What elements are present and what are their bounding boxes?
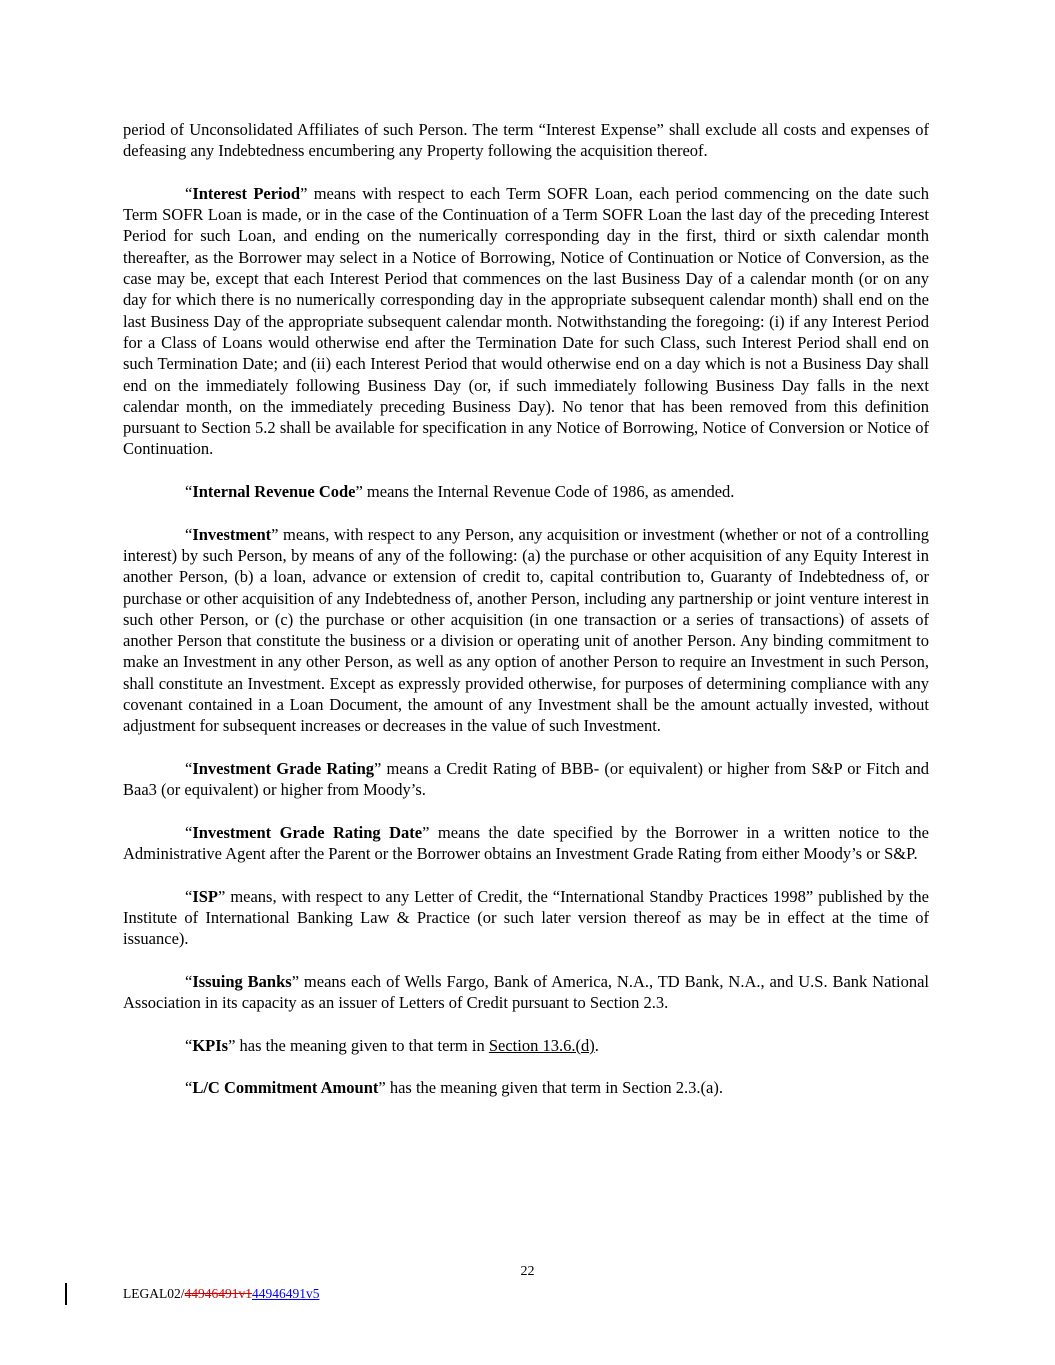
text-run: “ [185, 524, 193, 544]
document-text [123, 119, 929, 1120]
text-run: “ [185, 971, 193, 991]
text-run: period of Unconsolidated Affiliates of such Person. The term “Interest Expense” shall exclude all costs and expenses of defeasing any Indebtedness encumbering any Property following the acquisition thereof. [123, 120, 929, 161]
paragraph-9 [123, 1035, 929, 1056]
paragraph-8 [123, 971, 929, 1014]
change-bar [65, 1283, 67, 1305]
text-run: Interest Period [192, 183, 301, 203]
text-run: ” means each of Wells Fargo, Bank of America, N.A., TD Bank, N.A., and U.S. Bank National Association in its capacity as an issuer of Letters of Credit pursuant to Section 2.3. [123, 971, 929, 1013]
page-number: 22 [520, 1264, 535, 1279]
text-run: 44946491v5 [252, 1286, 320, 1301]
text-run: Investment Grade Rating Date [192, 822, 423, 842]
text-run: “ [185, 822, 193, 842]
text-run: 44946491v1 [184, 1286, 252, 1301]
text-run: ISP [192, 886, 219, 906]
text-run: Investment [192, 524, 272, 544]
paragraph-4 [123, 524, 929, 737]
text-run: KPIs [192, 1035, 229, 1055]
text-run: Section 13.6.(d) [488, 1035, 595, 1055]
text-run: ” has the meaning given to that term in [228, 1035, 489, 1055]
text-run: ” means with respect to each Term SOFR Loan, each period commencing on the date such Term SOFR Loan is made, or in the case of the Continuation of a Term SOFR Loan the last day of the preceding Interest Period for such Loan, and ending on the numerically corresponding day in the first, third or sixth calendar month thereafter, as the Borrower may select in a Notice of Borrowing, Notice of Continuation or Notice of Conversion, as the case may be, except that each Interest Period that commences on the last Business Day of a calendar month (or on any day for which there is no numerically corresponding day in the appropriate subsequent calendar month) shall end on the last Business Day of the appropriate subsequent calendar month. Notwithstanding the foregoing: (i) if any Interest Period for a Class of Loans would otherwise end after the Termination Date for such Class, such Interest Period shall end on such Termination Date; and (ii) each Interest Period that would otherwise end on a day which is not a Business Day shall end on the immediately following Business Day (or, if such immediately following Business Day falls in the next calendar month, on the immediately preceding Business Day). No tenor that has been removed from this definition pursuant to Section 5.2 shall be available for specification in any Notice of Borrowing, Notice of Conversion or Notice of Continuation. [123, 183, 930, 459]
text-run: “ [185, 183, 193, 203]
text-run: “ [185, 1078, 193, 1098]
text-run: ” means the Internal Revenue Code of 1986, as amended. [355, 482, 735, 502]
text-run: ” means the date specified by the Borrower in a written notice to the Administrative Agent after the Parent or the Borrower obtains an Investment Grade Rating from either Moody’s or S&P. [123, 822, 930, 864]
paragraph-7 [123, 886, 929, 950]
paragraph-5 [123, 758, 929, 801]
paragraph-6 [123, 822, 929, 865]
text-run: LEGAL02/ [123, 1286, 185, 1301]
paragraph-3 [123, 481, 929, 502]
text-run: “ [185, 1035, 193, 1055]
text-run: ” means a Credit Rating of BBB- (or equivalent) or higher from S&P or Fitch and Baa3 (or equivalent) or higher from Moody’s. [123, 758, 929, 800]
text-run: ” means, with respect to any Person, any acquisition or investment (whether or not of a controlling interest) by such Person, by means of any of the following: (a) the purchase or other acquisition of any Equity Interest in another Person, (b) a loan, advance or extension of credit to, capital contribution to, Guaranty of Indebtedness of, or purchase or other acquisition of any Indebtedness of, another Person, including any partnership or joint venture interest in such other Person, or (c) the purchase or other acquisition (in one transaction or a series of transactions) of assets of another Person that constitute the business or a division or operating unit of another Person. Any binding commitment to make an Investment in any other Person, as well as any option of another Person to require an Investment in such Person, shall constitute an Investment. Except as expressly provided otherwise, for purposes of determining compliance with any covenant contained in a Loan Document, the amount of any Investment shall be the amount actually invested, without adjustment for subsequent increases or decreases in the value of such Investment. [123, 524, 929, 736]
text-run: L/C Commitment Amount [192, 1078, 379, 1098]
text-run: Investment Grade Rating [192, 758, 375, 778]
text-run: . [594, 1035, 599, 1055]
text-run: “ [185, 886, 193, 906]
text-run: “ [185, 482, 193, 502]
text-run: ” means, with respect to any Letter of Credit, the “International Standby Practices 1998” published by the Institute of International Banking Law & Practice (or such later version thereof as may be in effect at the time of issuance). [123, 886, 929, 949]
text-run: “ [185, 758, 193, 778]
text-run: Issuing Banks [192, 971, 292, 991]
paragraph-2 [123, 183, 929, 460]
paragraph-1 [123, 119, 929, 162]
footer-legal-id [123, 1286, 320, 1302]
text-run: Internal Revenue Code [192, 482, 356, 502]
text-run: ” has the meaning given that term in Section 2.3.(a). [378, 1078, 723, 1098]
paragraph-10 [123, 1077, 929, 1098]
